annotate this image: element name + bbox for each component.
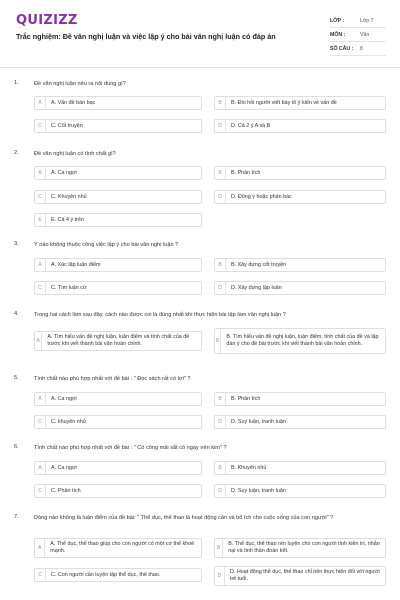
option-text: E. Cả 4 ý trên xyxy=(51,216,84,223)
meta-value: 8 xyxy=(360,45,363,52)
option-b[interactable] xyxy=(214,328,386,354)
option-text: D. Cả 2 ý A và B xyxy=(231,122,271,129)
option-d[interactable] xyxy=(214,415,386,429)
option-text: C. khuyên nhủ xyxy=(51,418,86,425)
option-text: C. Con người cần luyện tập thể dục, thể thao. xyxy=(51,571,161,578)
option-letter: C xyxy=(35,416,46,428)
question-number: 6. xyxy=(14,444,19,450)
quizizz-logo[interactable]: QUIZIZZ xyxy=(16,13,78,28)
meta-count-row xyxy=(330,42,386,56)
option-letter: A xyxy=(35,462,46,474)
option-text: C. Khuyên nhủ xyxy=(51,193,87,200)
option-c[interactable] xyxy=(34,568,202,582)
option-b[interactable] xyxy=(214,96,386,110)
question-text: Dòng nào không là luận điểm của đề bài: " Thể dục, thể thao là hoạt động cần và bổ ích cho cuộc sống của con người" ? xyxy=(34,515,334,521)
option-c[interactable] xyxy=(34,415,202,429)
option-letter: B xyxy=(215,97,226,109)
option-letter: A xyxy=(35,259,46,271)
option-d[interactable] xyxy=(214,281,386,295)
quiz-title: Trắc nghiệm: Đề văn nghị luận và việc lập ý cho bài văn nghị luận có đáp án xyxy=(16,32,276,41)
question-number: 7. xyxy=(14,514,19,520)
option-text: C. Phân tích xyxy=(51,487,81,494)
option-text: A. Ca ngợi xyxy=(51,395,77,402)
option-letter: D xyxy=(215,416,226,428)
question-number: 4. xyxy=(14,311,19,317)
option-c[interactable] xyxy=(34,119,202,133)
option-a[interactable] xyxy=(34,166,202,180)
option-text: B. Phân tích xyxy=(231,169,261,176)
option-d[interactable] xyxy=(214,190,386,204)
option-letter: B xyxy=(215,393,226,405)
option-text: B. Đòi hỏi người viết bày tỏ ý kiến về vấn đề xyxy=(231,99,337,106)
option-d[interactable] xyxy=(214,484,386,498)
option-letter: B xyxy=(215,462,226,474)
option-letter: D xyxy=(215,485,226,497)
option-text: B. Khuyên nhủ xyxy=(231,464,267,471)
option-text: A. Xác lập luận điểm xyxy=(51,261,101,268)
option-letter: B xyxy=(215,329,221,353)
meta-subject-row xyxy=(330,28,386,42)
question-text: Đề văn nghị luận nêu ra nội dung gì? xyxy=(34,81,126,87)
question-text: Ý nào không thuộc công việc lập ý cho bài văn nghị luận ? xyxy=(34,242,179,248)
option-c[interactable] xyxy=(34,281,202,295)
option-text: D. Xây dựng lập luận xyxy=(231,284,282,291)
worksheet-header xyxy=(0,0,400,64)
option-text: A. Ca ngợi xyxy=(51,464,77,471)
header-divider xyxy=(0,67,400,68)
option-text: D. Đồng ý hoặc phản bác xyxy=(231,193,292,200)
option-c[interactable] xyxy=(34,484,202,498)
option-letter: D xyxy=(215,120,226,132)
option-b[interactable] xyxy=(214,392,386,406)
question-number: 1. xyxy=(14,80,19,86)
option-a[interactable] xyxy=(34,258,202,272)
option-letter: A xyxy=(35,167,46,179)
option-d[interactable] xyxy=(214,566,386,586)
question-text: Đề văn nghị luận có tính chất gì? xyxy=(34,151,116,157)
quiz-meta xyxy=(330,14,386,56)
option-letter: A xyxy=(35,393,46,405)
option-c[interactable] xyxy=(34,190,202,204)
option-text: B. Thể dục, thể thao rèn luyện cho con người tính kiên trì, nhẫn nại và tinh thần đoàn kết. xyxy=(228,541,380,554)
option-b[interactable] xyxy=(214,166,386,180)
option-a[interactable] xyxy=(34,461,202,475)
option-a[interactable] xyxy=(34,331,202,351)
option-letter: B xyxy=(215,539,223,557)
option-text: A. Vấn đề bàn bạc xyxy=(51,99,96,106)
meta-key: MÔN : xyxy=(330,31,346,38)
option-letter: B xyxy=(215,167,226,179)
option-letter: A xyxy=(35,539,45,557)
question-text: Tính chất nào phù hợp nhất với đề bài : " Đọc sách rất có lợi" ? xyxy=(34,376,191,382)
meta-value: Lớp 7 xyxy=(360,17,374,24)
option-letter: C xyxy=(35,569,46,581)
option-text: B. Tìm hiểu vấn đề nghị luận, luận điểm, tính chất của đề và lập dàn ý cho đề bài trước khi viết thành bài văn hoàn chỉnh. xyxy=(226,334,379,347)
option-text: C. Cốt truyện xyxy=(51,122,83,129)
option-text: B. Xây dựng cốt truyện xyxy=(231,261,287,268)
option-letter: E xyxy=(35,214,46,226)
option-b[interactable] xyxy=(214,258,386,272)
option-letter: C xyxy=(35,120,46,132)
option-letter: D xyxy=(215,191,226,203)
option-text: D. Hoạt động thể dục, thể thao chỉ nên thực hiện đối với người trẻ tuổi. xyxy=(229,569,380,582)
option-letter: B xyxy=(215,259,226,271)
question-text: Tính chất nào phù hợp nhất với đề bài : " Có công mài sắt có ngày nên kim" ? xyxy=(34,445,227,451)
option-text: A. Ca ngợi xyxy=(51,169,77,176)
question-number: 3. xyxy=(14,241,19,247)
option-letter: C xyxy=(35,485,46,497)
option-text: C. Tìm luận cứ xyxy=(51,284,87,291)
meta-key: SỐ CÂU : xyxy=(330,45,354,52)
option-letter: A xyxy=(35,332,42,350)
option-letter: D xyxy=(215,282,226,294)
option-text: B. Phân tích xyxy=(231,395,261,402)
option-letter: C xyxy=(35,191,46,203)
option-d[interactable] xyxy=(214,119,386,133)
meta-key: LỚP : xyxy=(330,17,345,24)
question-text: Trong hai cách làm sau đây, cách nào được coi là đúng nhất khi thực hiện bài tập làm văn nghị luận ? xyxy=(34,312,286,318)
option-text: D. Suy luận, tranh luận xyxy=(231,487,286,494)
option-e[interactable] xyxy=(34,213,202,227)
meta-value: Văn xyxy=(360,31,370,38)
option-text: A. Thể dục, thể thao giúp cho con người có một cơ thể khoẻ mạnh. xyxy=(50,541,195,554)
option-b[interactable] xyxy=(214,538,386,558)
option-b[interactable] xyxy=(214,461,386,475)
meta-class-row xyxy=(330,14,386,28)
option-letter: D xyxy=(215,567,225,585)
option-a[interactable] xyxy=(34,96,202,110)
option-a[interactable] xyxy=(34,392,202,406)
option-text: D. Suy luận, tranh luận xyxy=(231,418,286,425)
question-number: 2. xyxy=(14,150,19,156)
option-letter: C xyxy=(35,282,46,294)
option-a[interactable] xyxy=(34,538,202,558)
question-number: 5. xyxy=(14,375,19,381)
option-letter: A xyxy=(35,97,46,109)
option-text: A. Tìm hiểu vấn đề nghị luận, luận điểm và tính chất của đề trước khi viết thành bài văn hoàn chỉnh. xyxy=(47,334,190,347)
